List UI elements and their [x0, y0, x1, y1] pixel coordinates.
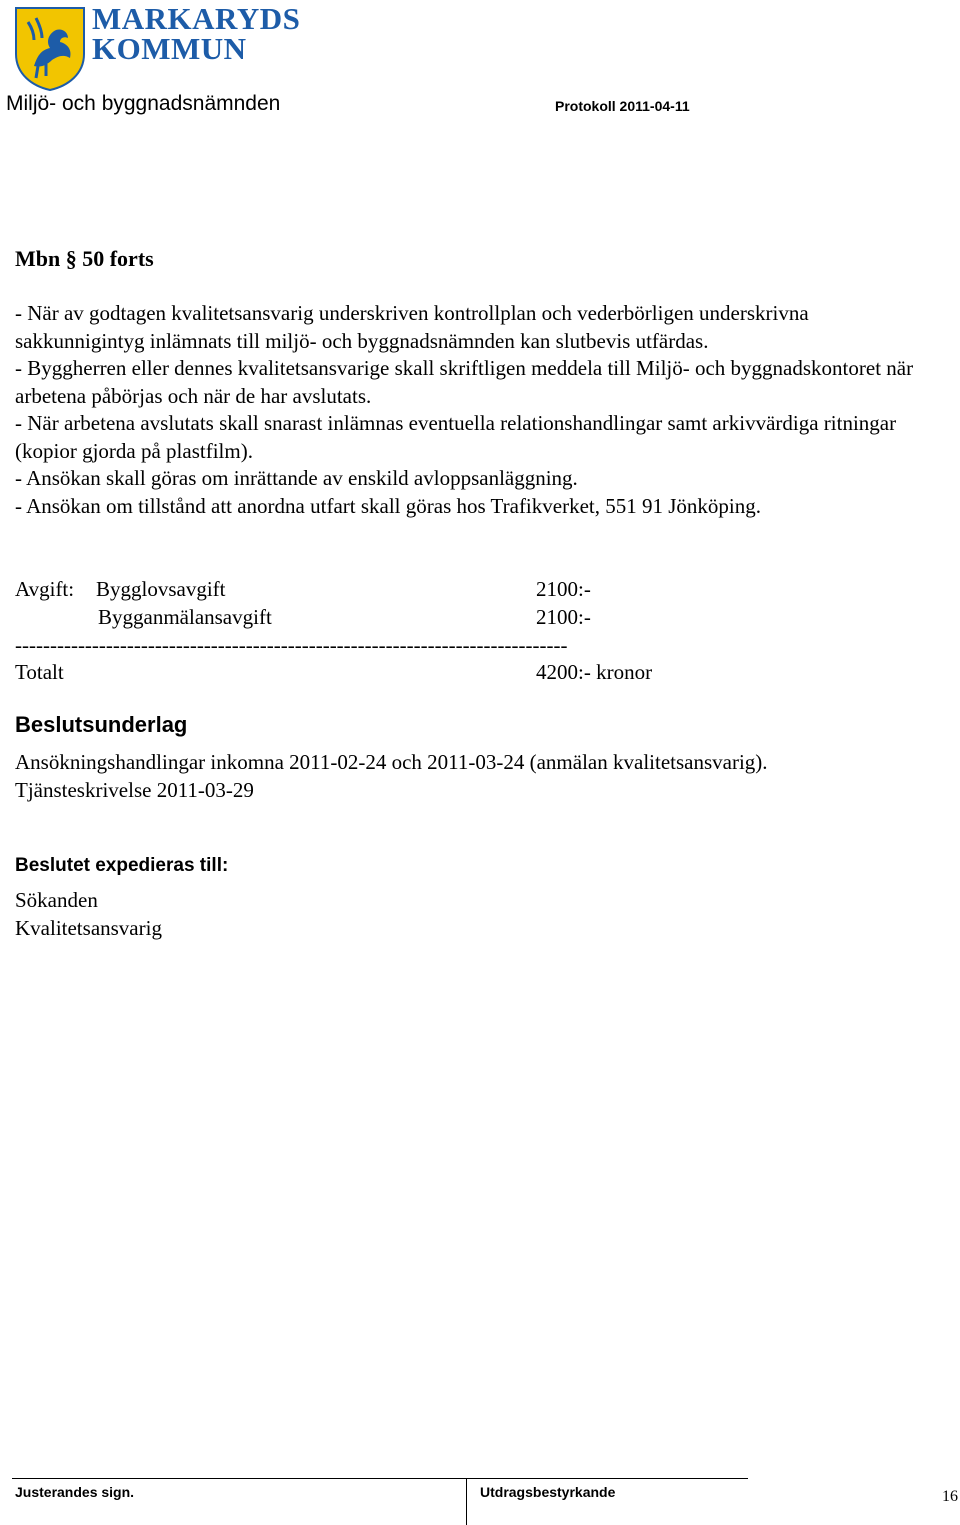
fee-item-amount: 2100:- [536, 577, 591, 601]
distribution-heading: Beslutet expedieras till: [15, 855, 229, 876]
municipality-logo-text [92, 1, 301, 66]
fee-item-name: Bygglovsavgift [96, 577, 226, 601]
protocol-date: Protokoll 2011-04-11 [555, 98, 690, 114]
logo-line-2: KOMMUN [92, 31, 247, 66]
extract-certification-label: Utdragsbestyrkande [480, 1484, 616, 1500]
fee-item-amount: 2100:- [536, 605, 591, 629]
fee-separator: ------------------------------------------------------------------------------- [15, 633, 568, 657]
decision-basis-list [15, 748, 768, 804]
condition-paragraph: - När arbetena avslutats skall snarast inlämnas eventuella relationshandlingar samt arkivvärdiga ritningar (kopior gjorda på plastfilm). [15, 411, 897, 463]
fee-label: Avgift: [15, 577, 75, 601]
committee-name: Miljö- och byggnadsnämnden [6, 92, 281, 115]
decision-basis-line: Tjänsteskrivelse 2011-03-29 [15, 778, 254, 802]
fee-total-label: Totalt [15, 660, 64, 684]
signature-label: Justerandes sign. [15, 1484, 135, 1500]
section-title: Mbn § 50 forts [15, 246, 154, 271]
distribution-recipient: Sökanden [15, 888, 98, 912]
page-number: 16 [942, 1488, 958, 1505]
municipality-emblem-icon [12, 4, 88, 92]
fee-item-name: Bygganmälansavgift [98, 605, 272, 629]
fee-total-amount: 4200:- kronor [536, 660, 653, 684]
footer-divider [12, 1478, 748, 1479]
condition-paragraph: - När av godtagen kvalitetsansvarig underskriven kontrollplan och vederbörligen underskrivna sakkunnigintyg inlämnats till miljö- och byggnadsnämnden kan slutbevis utfärdas. [15, 301, 809, 353]
footer-column-divider [466, 1478, 467, 1525]
decision-basis-line: Ansökningshandlingar inkomna 2011-02-24 och 2011-03-24 (anmälan kvalitetsansvarig). [15, 750, 768, 774]
condition-paragraph: - Ansökan skall göras om inrättande av enskild avloppsanläggning. [15, 466, 578, 490]
distribution-list [15, 886, 162, 942]
decision-conditions [15, 300, 925, 520]
condition-paragraph: - Ansökan om tillstånd att anordna utfart skall göras hos Trafikverket, 551 91 Jönköping. [15, 493, 761, 518]
distribution-recipient: Kvalitetsansvarig [15, 916, 162, 940]
decision-basis-heading: Beslutsunderlag [15, 712, 188, 737]
condition-paragraph: - Byggherren eller dennes kvalitetsansvarige skall skriftligen meddela till Miljö- och byggnadskontoret när arbetena påbörjas och när de har avslutats. [15, 356, 914, 408]
logo-line-1: MARKARYDS [92, 1, 301, 36]
